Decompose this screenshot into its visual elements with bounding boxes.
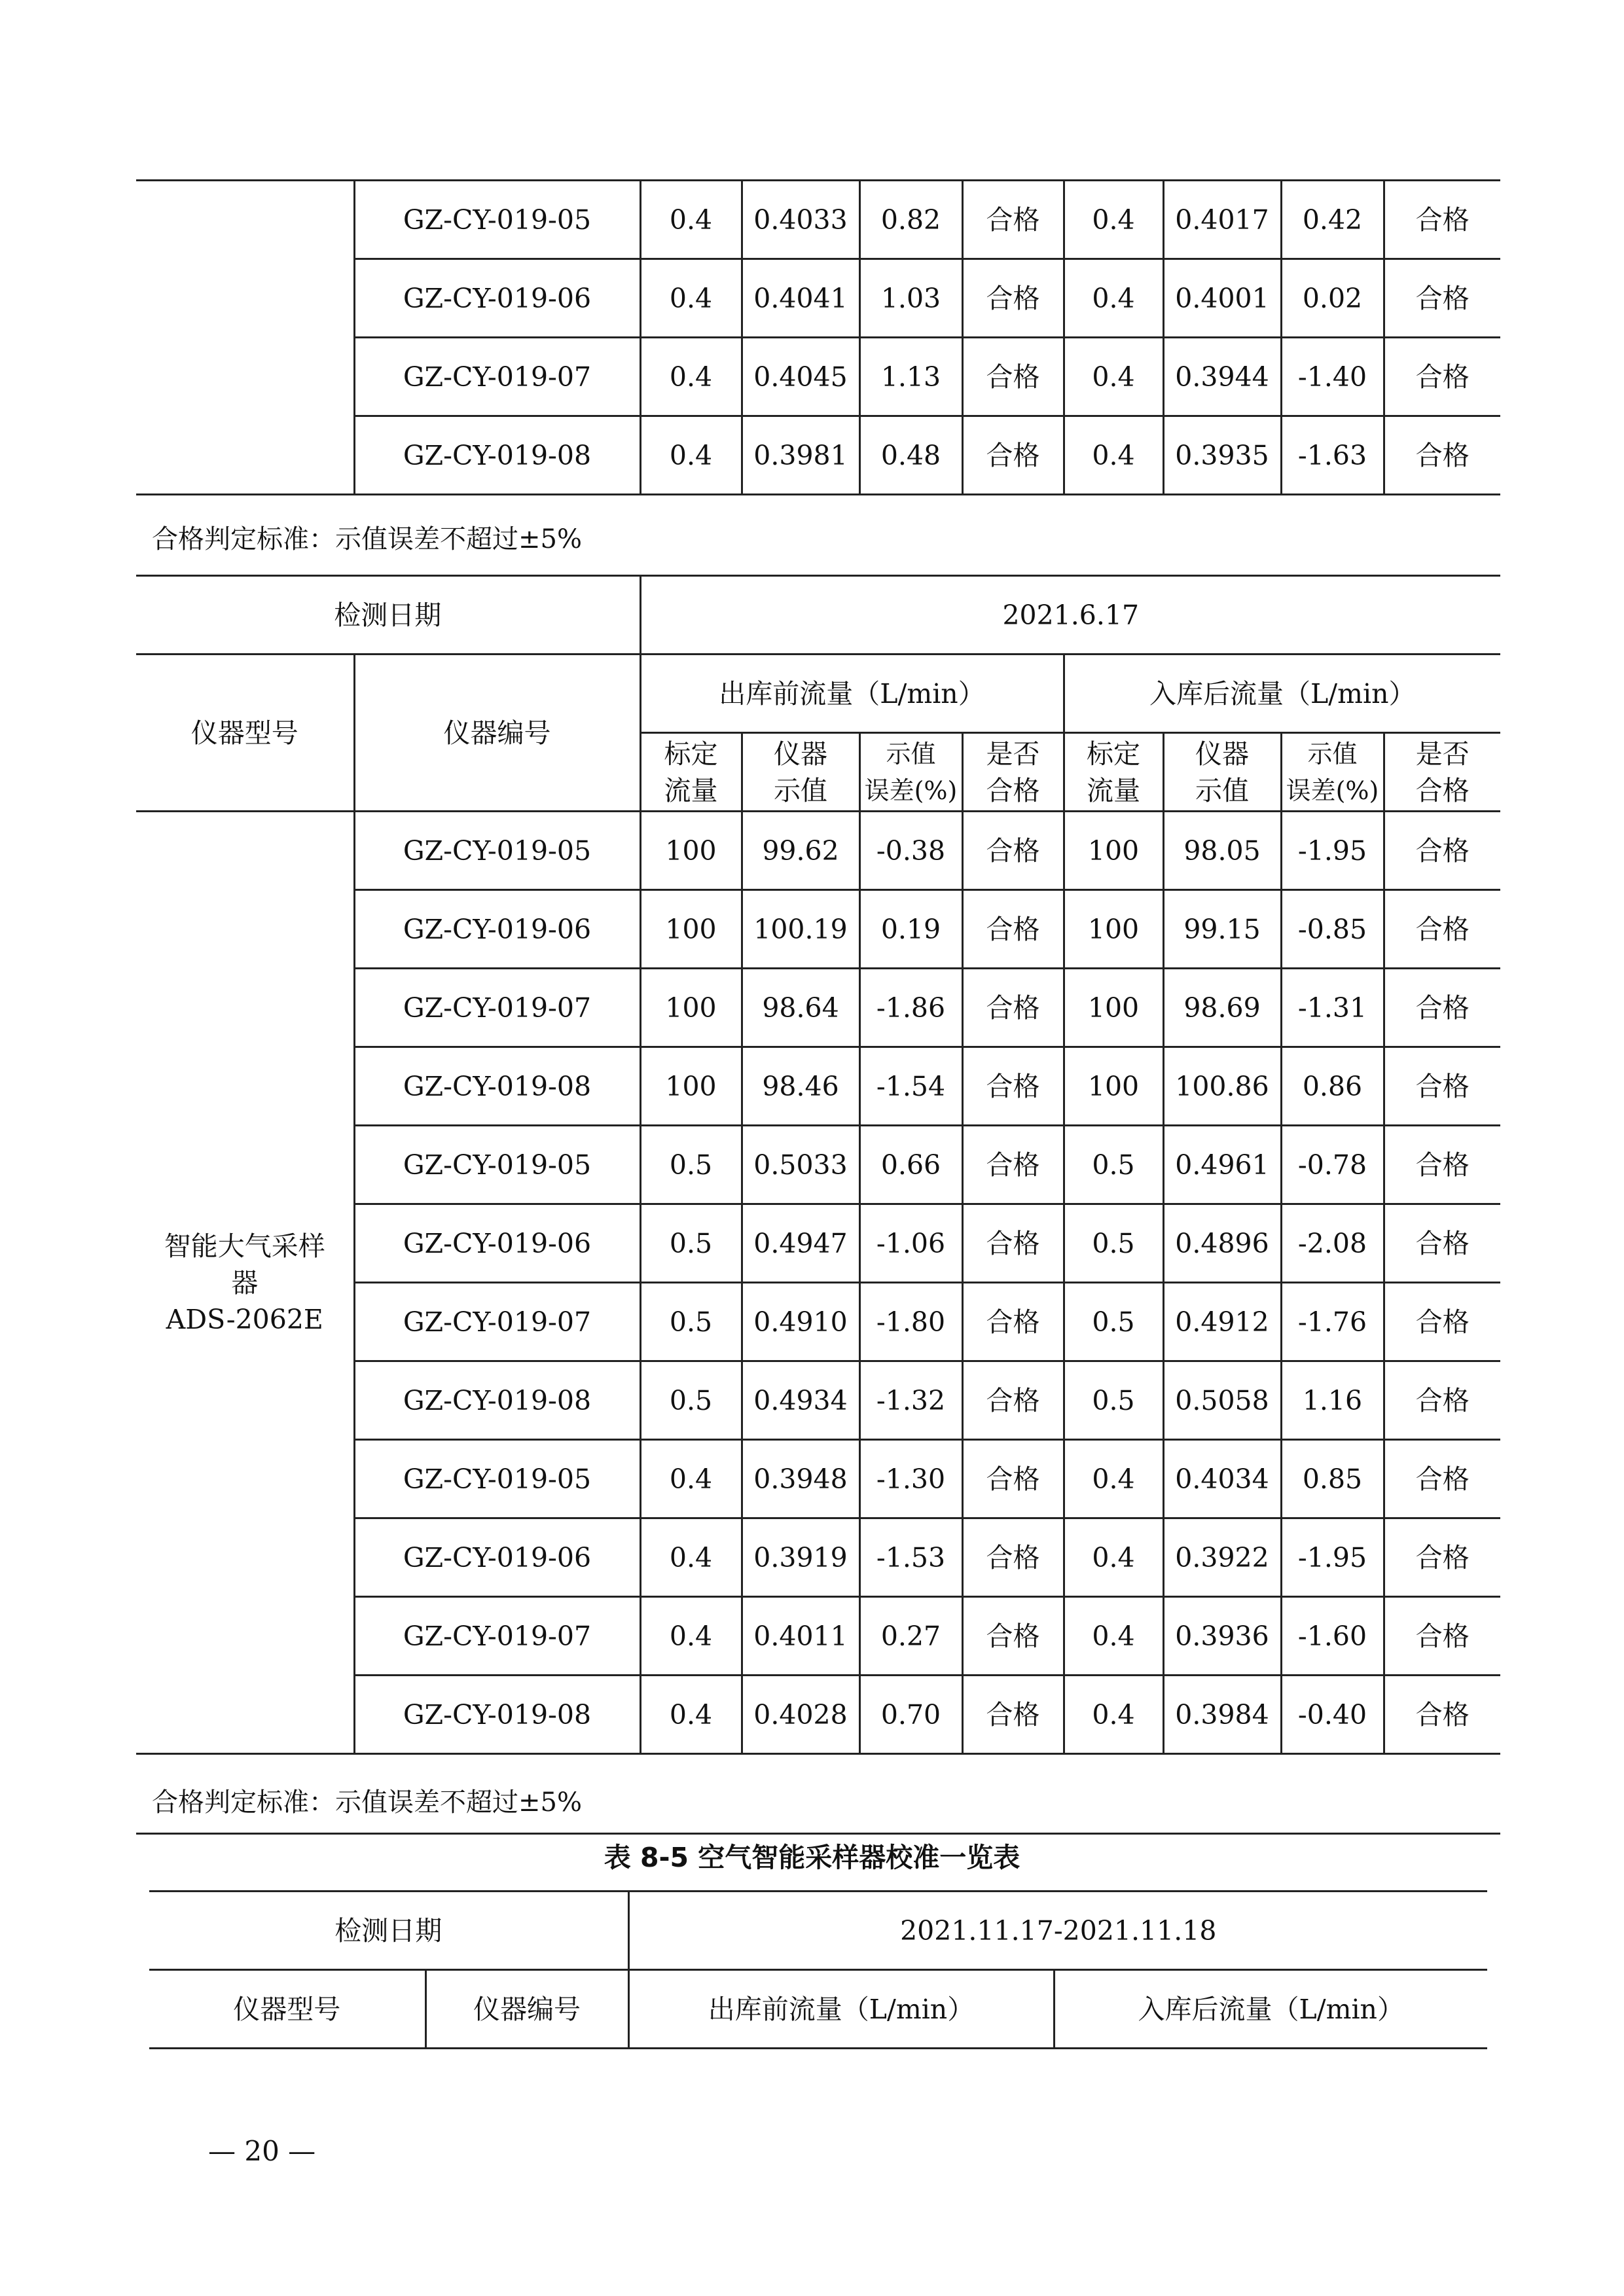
table-cell: 0.4034 [1163,1440,1281,1518]
table-cell: 0.5 [1064,1283,1163,1361]
table-cell: GZ-CY-019-07 [354,1283,640,1361]
table-cell: 0.66 [859,1126,962,1204]
table-cell: 0.4045 [742,338,859,416]
table-cell: 0.4 [1064,1518,1163,1597]
table-cell: 0.5 [640,1204,742,1283]
table-cell: 98.05 [1163,812,1281,890]
table-cell: 0.4041 [742,259,859,338]
table-cell: 0.27 [859,1597,962,1676]
table-cell: -1.53 [859,1518,962,1597]
table-cell: 0.3922 [1163,1518,1281,1597]
sub-header-cell [859,733,962,812]
table-cell: 0.5 [640,1283,742,1361]
table-cell: -1.80 [859,1283,962,1361]
table-cell: 合格 [962,1518,1064,1597]
table-cell: -1.60 [1281,1597,1384,1676]
bottom-date-value: 2021.11.17-2021.11.18 [628,1892,1487,1970]
table-cell: -2.08 [1281,1204,1384,1283]
table-cell: GZ-CY-019-06 [354,1204,640,1283]
sub-header-cell [962,733,1064,812]
before-flow-header: 出库前流量（L/min） [640,655,1064,733]
calibration-table-8-5 [149,1890,1487,2049]
sub-header-line: 仪器 [1195,738,1249,770]
table-cell: 100 [1064,1047,1163,1126]
table-cell: 合格 [1384,1126,1500,1204]
table-cell: 合格 [962,338,1064,416]
table-cell: 0.02 [1281,259,1384,338]
table-cell: 1.13 [859,338,962,416]
table-cell: GZ-CY-019-06 [354,890,640,969]
table-cell: 合格 [962,969,1064,1047]
sub-header-line: 示值 [1195,774,1249,806]
table-cell: 0.5033 [742,1126,859,1204]
table-cell: 0.4 [1064,1597,1163,1676]
table-cell: 0.86 [1281,1047,1384,1126]
table-cell: 0.5 [1064,1204,1163,1283]
table-cell: 0.70 [859,1676,962,1754]
table-cell: 0.5 [640,1126,742,1204]
table-cell: 合格 [1384,1597,1500,1676]
table-cell: 合格 [1384,969,1500,1047]
bottom-header-row [149,1970,1487,2049]
table-cell: 100.86 [1163,1047,1281,1126]
sub-header-line: 示值 [1307,739,1358,768]
table-cell: 100 [1064,890,1163,969]
table-cell: GZ-CY-019-07 [354,338,640,416]
table-cell: GZ-CY-019-07 [354,1597,640,1676]
model-line: ADS-2062E [166,1303,323,1335]
date-label: 检测日期 [136,576,640,655]
table-cell: 合格 [1384,181,1500,259]
model-line: 器 [231,1266,259,1299]
table-cell: 合格 [962,812,1064,890]
id-header: 仪器编号 [354,655,640,812]
table-cell: 0.5 [1064,1126,1163,1204]
table-cell: 100 [640,890,742,969]
table-cell: 0.4 [1064,259,1163,338]
table-cell: -1.06 [859,1204,962,1283]
bottom-after-header: 入库后流量（L/min） [1054,1970,1487,2049]
table-cell: 合格 [1384,1361,1500,1440]
table-cell: -1.31 [1281,969,1384,1047]
sub-header-cell [742,733,859,812]
sub-header-line: 流量 [1087,774,1140,806]
table-cell: 合格 [1384,890,1500,969]
table-cell: 合格 [1384,1676,1500,1754]
sub-header-line: 合格 [1415,774,1470,806]
table-cell: 98.69 [1163,969,1281,1047]
table-cell: 0.4 [640,259,742,338]
table-cell: 合格 [962,1676,1064,1754]
table-cell: 0.4934 [742,1361,859,1440]
sub-header-line: 标定 [664,738,718,770]
table-row [136,812,1500,890]
table-cell: 合格 [962,1283,1064,1361]
table-cell: 0.4912 [1163,1283,1281,1361]
instrument-model-cell [136,812,354,1754]
group-header-row [136,655,1500,733]
table-cell: 合格 [1384,338,1500,416]
table-cell: -1.32 [859,1361,962,1440]
table-cell: 0.4001 [1163,259,1281,338]
sub-header-line: 仪器 [774,738,827,770]
table-cell: 0.3919 [742,1518,859,1597]
table-cell: GZ-CY-019-06 [354,259,640,338]
table-cell: 0.82 [859,181,962,259]
table-cell: 0.4028 [742,1676,859,1754]
sub-header-line: 是否 [1415,738,1470,770]
sub-header-cell [1163,733,1281,812]
table-cell: GZ-CY-019-07 [354,969,640,1047]
table-cell: 0.3944 [1163,338,1281,416]
table-cell: 0.4910 [742,1283,859,1361]
top-continued-table [136,179,1500,495]
table-cell: 0.4 [1064,416,1163,495]
table-cell: 0.5058 [1163,1361,1281,1440]
date-row [136,576,1500,655]
table-cell: 合格 [1384,259,1500,338]
model-cell-continued [136,181,354,495]
table-cell: 0.4017 [1163,181,1281,259]
table-cell: 0.4896 [1163,1204,1281,1283]
table-cell: 合格 [1384,1518,1500,1597]
bottom-model-header: 仪器型号 [149,1970,425,2049]
table-cell: 合格 [962,259,1064,338]
table-cell: 合格 [962,1204,1064,1283]
table-cell: 0.4 [640,1518,742,1597]
calibration-table [136,575,1500,1755]
table-cell: 0.3981 [742,416,859,495]
table-cell: -1.95 [1281,812,1384,890]
table-cell: 0.4033 [742,181,859,259]
table-cell: 0.3935 [1163,416,1281,495]
table-cell: 合格 [1384,1440,1500,1518]
table-cell: GZ-CY-019-05 [354,1126,640,1204]
sub-header-line: 误差(%) [1286,776,1379,805]
table-cell: -1.63 [1281,416,1384,495]
table-cell: GZ-CY-019-06 [354,1518,640,1597]
table-cell: 0.4 [1064,1676,1163,1754]
sub-header-cell [1064,733,1163,812]
table-cell: -1.40 [1281,338,1384,416]
table-cell: 合格 [1384,1047,1500,1126]
table-cell: 合格 [962,1597,1064,1676]
table-cell: -1.86 [859,969,962,1047]
table-cell: 100 [640,1047,742,1126]
table-cell: 100 [1064,969,1163,1047]
table-cell: -0.85 [1281,890,1384,969]
table-cell: -1.54 [859,1047,962,1126]
table-cell: -1.76 [1281,1283,1384,1361]
table-cell: 0.4961 [1163,1126,1281,1204]
table-cell: 0.3936 [1163,1597,1281,1676]
table-cell: 1.03 [859,259,962,338]
table-cell: 99.15 [1163,890,1281,969]
table-cell: 合格 [962,416,1064,495]
table-row [136,181,1500,259]
table-cell: 0.4 [1064,1440,1163,1518]
table-cell: 0.85 [1281,1440,1384,1518]
table-cell: 0.4 [640,416,742,495]
table-cell: 0.5 [1064,1361,1163,1440]
sub-header-line: 示值 [886,739,936,768]
table-cell: 99.62 [742,812,859,890]
table-cell: 合格 [962,1126,1064,1204]
bottom-date-row [149,1892,1487,1970]
table-cell: 0.4947 [742,1204,859,1283]
table-cell: 合格 [962,1361,1064,1440]
table-cell: 0.4 [640,1597,742,1676]
table-cell: 0.48 [859,416,962,495]
sub-header-line: 示值 [774,774,827,806]
table-cell: 合格 [962,1440,1064,1518]
qualification-note-2: 合格判定标准：示值误差不超过±5% [152,1787,582,1818]
table-cell: GZ-CY-019-05 [354,1440,640,1518]
table-cell: 合格 [1384,812,1500,890]
bottom-date-label: 检测日期 [149,1892,628,1970]
table-cell: 0.19 [859,890,962,969]
table-caption: 表 8-5 空气智能采样器校准一览表 [604,1842,1020,1873]
table-cell: 98.64 [742,969,859,1047]
table-cell: GZ-CY-019-08 [354,1361,640,1440]
qualification-note-1: 合格判定标准：示值误差不超过±5% [152,524,582,554]
table-cell: 0.5 [640,1361,742,1440]
table-cell: 100.19 [742,890,859,969]
table-cell: 0.4 [1064,181,1163,259]
table-cell: -0.78 [1281,1126,1384,1204]
sub-header-line: 标定 [1087,738,1140,770]
table-cell: 0.4 [1064,338,1163,416]
table-cell: 合格 [962,1047,1064,1126]
table-cell: 100 [640,812,742,890]
table-cell: 合格 [962,890,1064,969]
sub-header-line: 误差(%) [864,776,958,805]
bottom-id-header: 仪器编号 [425,1970,628,2049]
sub-header-line: 是否 [986,738,1040,770]
table-cell: 0.3948 [742,1440,859,1518]
table-cell: -1.95 [1281,1518,1384,1597]
date-value: 2021.6.17 [640,576,1500,655]
divider-line [136,1833,1500,1835]
sub-header-line: 流量 [664,774,718,806]
table-cell: 合格 [1384,416,1500,495]
table-cell: GZ-CY-019-05 [354,181,640,259]
table-cell: GZ-CY-019-08 [354,416,640,495]
table-cell: 1.16 [1281,1361,1384,1440]
table-cell: 100 [640,969,742,1047]
sub-header-cell [640,733,742,812]
after-flow-header: 入库后流量（L/min） [1064,655,1500,733]
table-cell: GZ-CY-019-05 [354,812,640,890]
table-cell: 合格 [1384,1204,1500,1283]
bottom-before-header: 出库前流量（L/min） [628,1970,1054,2049]
table-cell: 合格 [1384,1283,1500,1361]
table-cell: 0.4 [640,338,742,416]
model-line: 智能大气采样 [164,1230,325,1262]
sub-header-line: 合格 [986,774,1040,806]
table-cell: 100 [1064,812,1163,890]
table-cell: 0.42 [1281,181,1384,259]
page-number: — 20 — [208,2135,316,2167]
table-cell: -1.30 [859,1440,962,1518]
table-cell: 合格 [962,181,1064,259]
table-cell: 0.4011 [742,1597,859,1676]
table-cell: 0.3984 [1163,1676,1281,1754]
sub-header-cell [1281,733,1384,812]
table-cell: 0.4 [640,181,742,259]
table-cell: -0.38 [859,812,962,890]
table-cell: -0.40 [1281,1676,1384,1754]
sub-header-cell [1384,733,1500,812]
table-cell: 98.46 [742,1047,859,1126]
table-cell: 0.4 [640,1676,742,1754]
table-cell: GZ-CY-019-08 [354,1676,640,1754]
table-cell: GZ-CY-019-08 [354,1047,640,1126]
model-header: 仪器型号 [136,655,354,812]
table-cell: 0.4 [640,1440,742,1518]
